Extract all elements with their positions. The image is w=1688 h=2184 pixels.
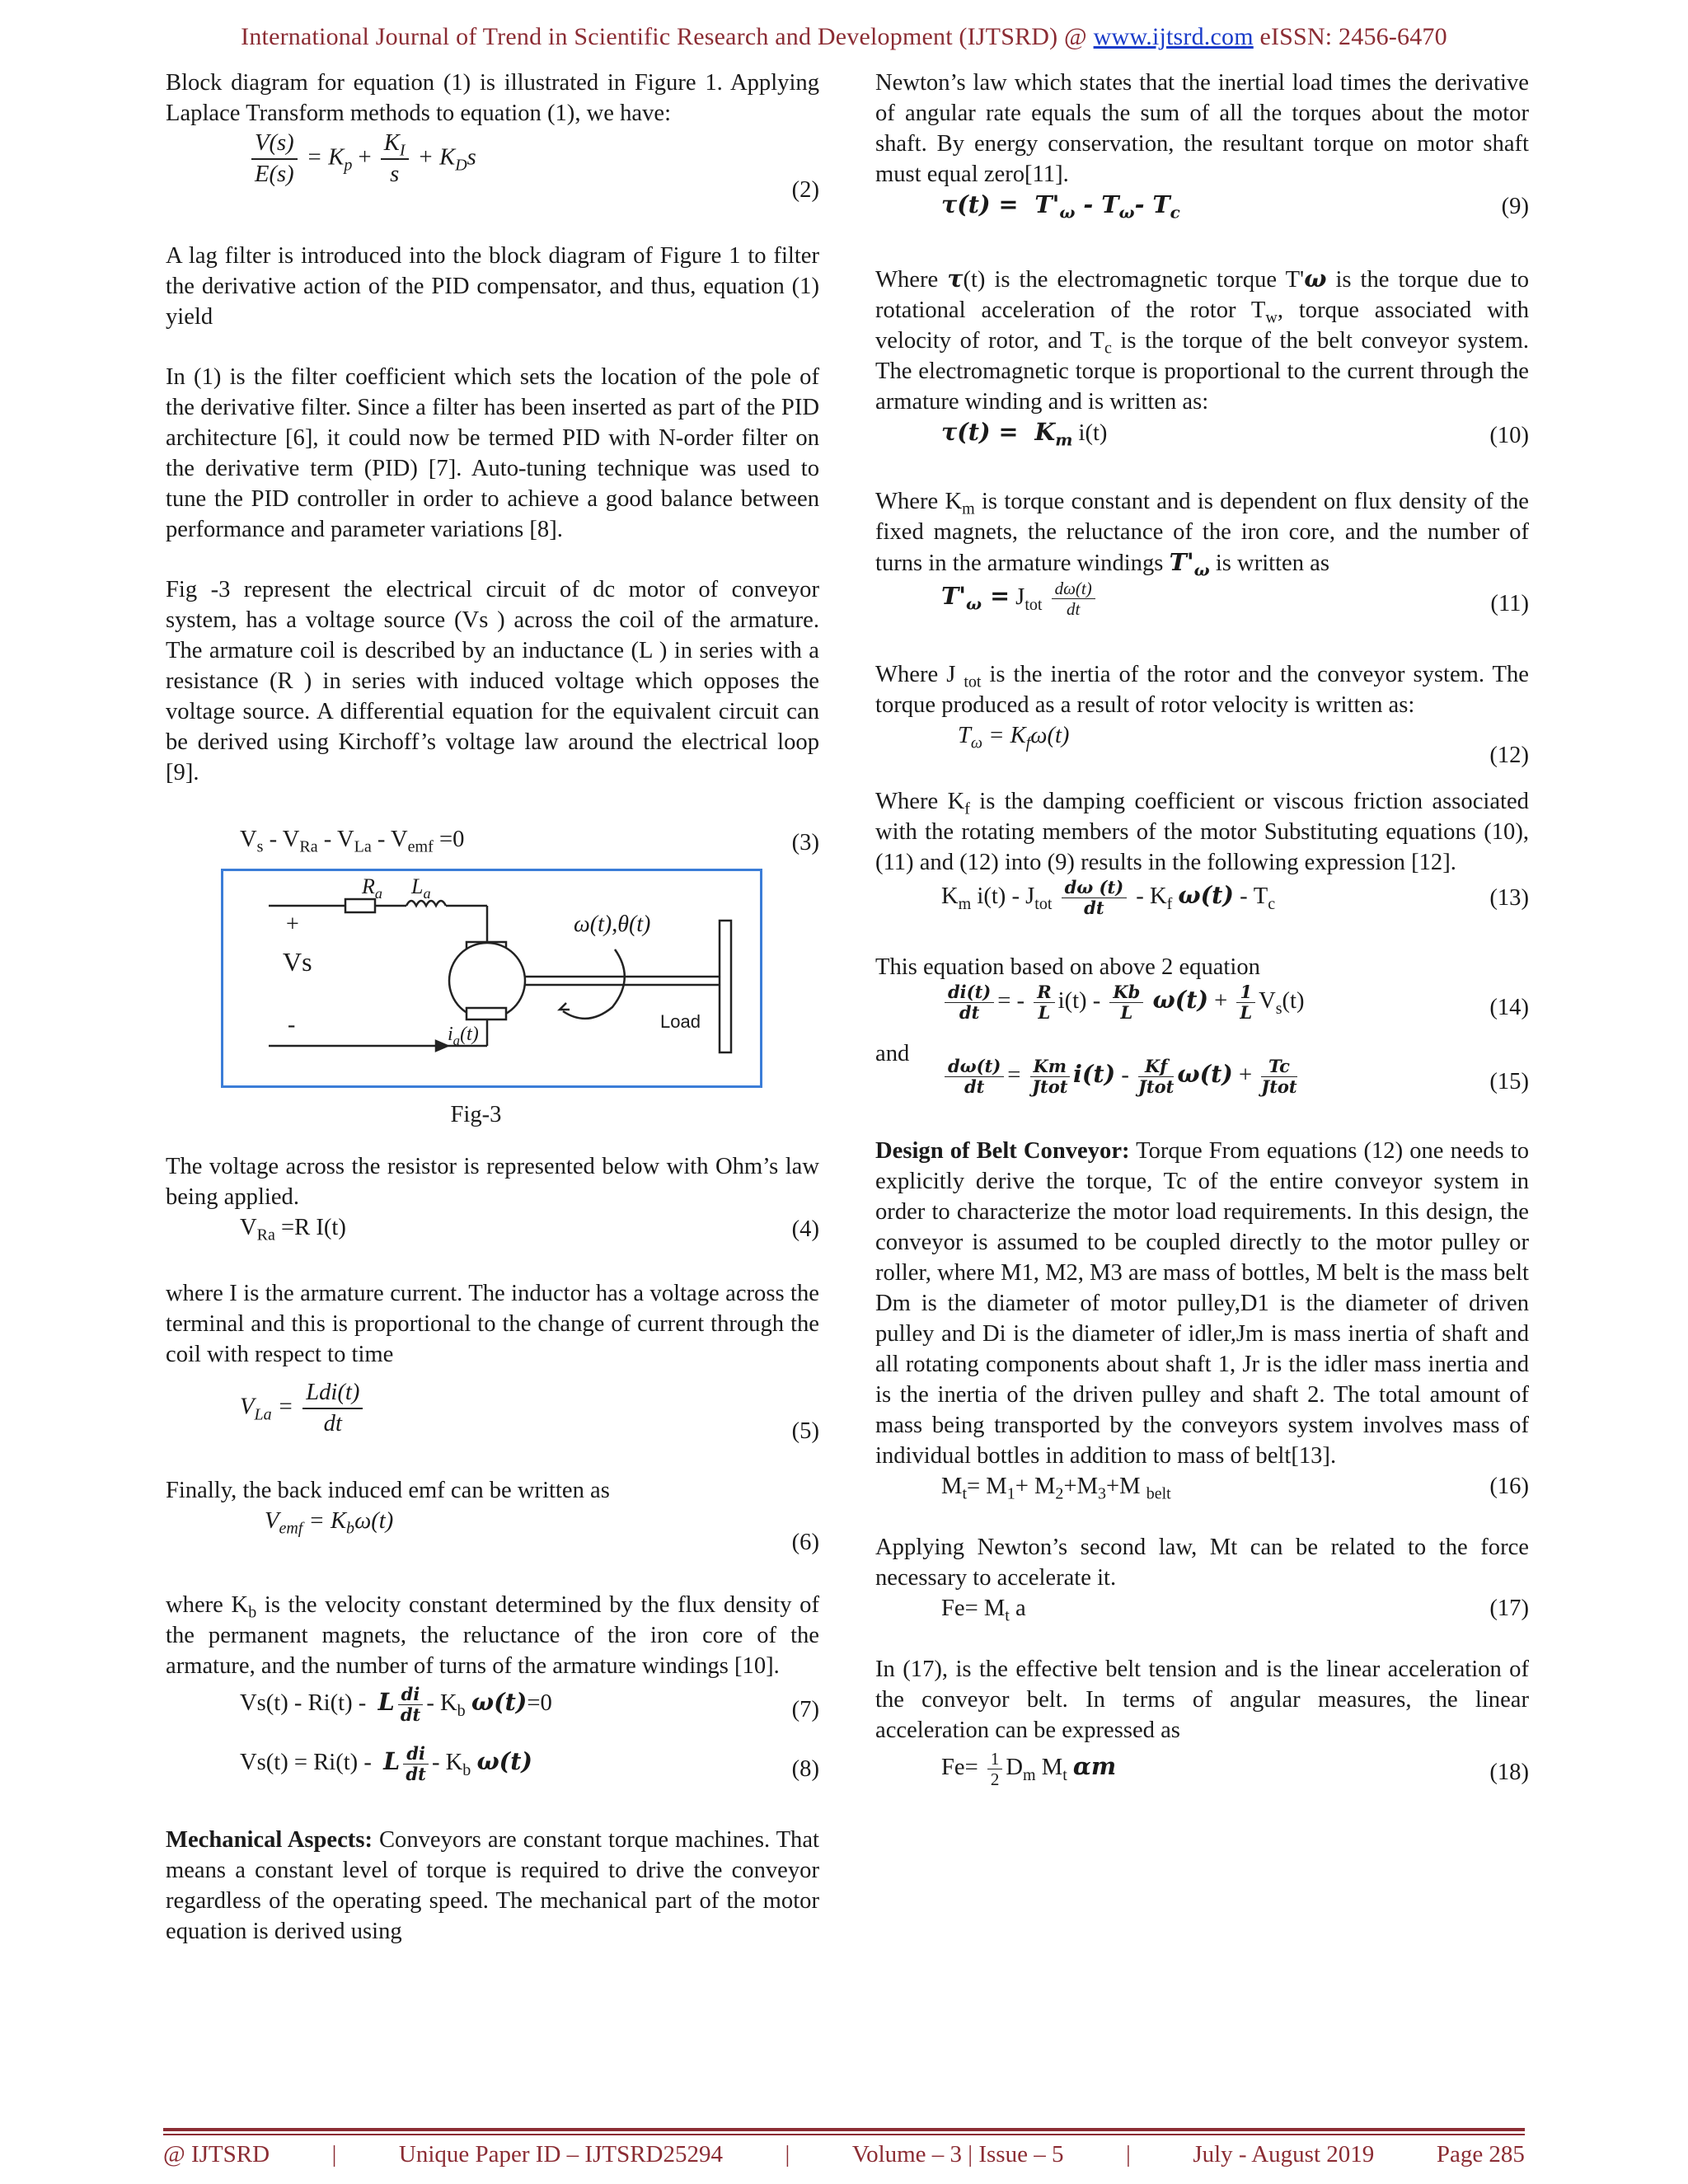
equation-11: $T'_\omega = J_{tot}$ $\frac{d\omega(t)}{dt}$ (11) xyxy=(941,579,1529,619)
paragraph-velocity-constant: where $K_b$ is the velocity constant determined by the flux density of the permanent magnets, the reluctance of the iron core of the armature, and the number of turns of the armature windings [10]. xyxy=(166,1592,819,1679)
footer-paper-id: Unique Paper ID – IJTSRD25294 xyxy=(398,2141,723,2168)
equation-number: (5) xyxy=(791,1418,819,1444)
paragraph-linear-acceleration: In (17), is the effective belt tension and is the linear acceleration of the conveyor belt. In terms of angular measures, the linear acceleration can be expressed as xyxy=(875,1657,1529,1743)
equation-number: (12) xyxy=(1489,743,1529,768)
equation-number: (11) xyxy=(1490,591,1529,616)
equation-17: $Fe= M_t$ a (17) xyxy=(875,1593,1529,1631)
angular-velocity-label: ω(t),θ(t) xyxy=(574,912,651,937)
footer-page: Page 285 xyxy=(1436,2141,1525,2168)
right-column xyxy=(875,68,1529,1800)
footer-sep: | xyxy=(331,2141,337,2168)
equation-number: (2) xyxy=(791,177,819,203)
equation-14: $\frac{di(t)}{dt}$ = - $\frac{R}{L}$ i(t) - $\frac{Kb}{L}$ ω(t) + $\frac{1}{L}$ $V_s(t)$ (14) xyxy=(875,982,1529,1038)
equation-number: (3) xyxy=(791,830,819,855)
paragraph-inductor-voltage: where I is the armature current. The inductor has a voltage across the terminal and this is proportional to the change of current through the coil with respect to time xyxy=(166,1281,819,1367)
left-column xyxy=(166,68,819,1947)
paragraph-mechanical-aspects: Mechanical Aspects: Conveyors are constant torque machines. That means a constant level of torque is required to drive the conveyor regardless of the operating speed. The mechanical part of the motor equation is derived using xyxy=(166,1827,819,1944)
equation-2: $\frac{V(s)}{E(s)}$ = $K_p$ + $\frac{K_I}{s}$ + $K_Ds$ (2) xyxy=(166,129,819,211)
equation-15: and $\frac{d\omega(t)}{dt}$ = $\frac{Km}{\text{Jtot}}$ i(t) - $\frac{Kf}{\text{Jtot}}$ ω(t) + $\frac{Tc}{\text{Jtot}}$ (15) xyxy=(875,1041,1529,1097)
resistor-label: $R_a$ xyxy=(362,874,382,902)
equation-16: $M_t= M_1+ M_2+M_3+M$ $_{belt}$ (16) xyxy=(875,1471,1529,1509)
equation-18: Fe= $\frac{1}{2}$ $D_m$ $M_t$ αm (18) xyxy=(941,1749,1529,1789)
equation-number: (14) xyxy=(1489,995,1529,1020)
running-header xyxy=(0,23,1688,51)
paragraph-newtons-law: Newton’s law which states that the inertial load times the derivative of angular rate equals the sum of all the torques about the motor shaft. By energy conservation, the resultant torque on motor shaft must equal zero[11]. xyxy=(875,70,1529,187)
equation-5: $V_{La}$ = $\frac{\text{Ldi(t)}}{dt}$ (5) xyxy=(166,1370,819,1452)
equation-12: $T_\omega = K_f\omega(t)$ (12) xyxy=(875,720,1529,780)
journal-url-link[interactable]: www.ijtsrd.com xyxy=(1093,23,1254,50)
equation-number: (9) xyxy=(1501,194,1529,219)
paragraph-resistor-voltage: The voltage across the resistor is represented below with Ohm’s law being applied. xyxy=(166,1154,819,1210)
equation-number: (7) xyxy=(791,1697,819,1722)
equation-number: (4) xyxy=(791,1216,819,1242)
paragraph-lag-filter: A lag filter is introduced into the block diagram of Figure 1 to filter the derivative action of the PID compensator, and thus, equation (1) yield xyxy=(166,243,819,330)
figure-dc-motor-circuit xyxy=(221,869,762,1088)
paragraph-newtons-second-law: Applying Newton’s second law, Mt can be related to the force necessary to accelerate it. xyxy=(875,1535,1529,1591)
equation-number: (6) xyxy=(791,1530,819,1555)
armature-current-label: $i_a(t)$ xyxy=(448,1024,479,1048)
equation-7: Vs(t) - Ri(t) - L $\frac{di}{dt}$ - $K_b$ ω(t)=0 (7) xyxy=(240,1684,819,1725)
footer-volume: Volume – 3 | Issue – 5 xyxy=(851,2141,1064,2168)
paragraph-electrical-circuit: Fig -3 represent the electrical circuit of dc motor of conveyor system, has a voltage source (Vs ) across the coil of the armature. The armature coil is described by an inductance (L ) in series with a resistance (R ) in series with induced voltage which opposes the voltage source. A differential equation for the equivalent circuit can be derived using Kirchoff’s voltage law around the electrical loop [9]. xyxy=(166,577,819,785)
load-label: Load xyxy=(660,1011,701,1032)
footer-sep: | xyxy=(785,2141,790,2168)
paragraph-belt-conveyor-design: Design of Belt Conveyor: Torque From equations (12) one needs to explicitly derive the torque, Tc of the entire conveyor system in order to characterize the motor load requirements. In this design, the conveyor is assumed to be coupled directly to the motor pulley or roller, where M1, M2, M3 are mass of bottles, M belt is the mass belt Dm is the diameter of motor pulley,D1 is the diameter of driven pulley and Di is the diameter of idler,Jm is mass inertia of shaft and all rotating components about shaft 1, Jr is the idler mass inertia and is the inertia of the driven pulley and shaft 2. The total amount of mass being transported by the conveyors system involves mass of individual bottles in addition to mass of belt[13]. xyxy=(875,1138,1530,1469)
equation-number: (8) xyxy=(791,1756,819,1782)
minus-terminal: - xyxy=(288,1012,296,1038)
equation-10: $\tau(t) = K_m$ i(t) (10) xyxy=(941,418,1529,450)
equation-13: $K_m$ $i(t) - J_{tot}$ $\frac{d\omega (t)}{dt}$ - $K_f$ $\omega(t) - T_c$ (13) xyxy=(941,877,1529,918)
paragraph-inertia: Where J $_{tot}$ is the inertia of the rotor and the conveyor system. The torque produced as a result of rotor velocity is written as: xyxy=(875,662,1529,718)
footer-sep: | xyxy=(1126,2141,1131,2168)
equation-number: (18) xyxy=(1489,1760,1529,1785)
footer-date: July - August 2019 xyxy=(1193,2141,1375,2168)
paragraph-filter-coefficient: In (1) is the filter coefficient which sets the location of the pole of the derivative filter. Since a filter has been inserted as part of the PID architecture [6], it could now be termed PID with N-order filter on the derivative term (PID) [7]. Auto-tuning technique was used to tune the PID controller in order to achieve a good balance between performance and parameter variations [8]. xyxy=(166,364,819,542)
footer-rule-thin xyxy=(163,2134,1525,2135)
equation-4: $V_{Ra} =R$ I(t) (4) xyxy=(240,1215,819,1244)
equation-9: $\tau(t) = T'_\omega - T_\omega-$ $T_c$ (9) xyxy=(941,190,1529,223)
equation-3: $V_s - V_{Ra} - V_{La} - V_{emf} =0$ (3) xyxy=(166,818,819,862)
footer-site: @ IJTSRD xyxy=(163,2141,270,2168)
figure-caption: Fig-3 xyxy=(450,1102,502,1127)
journal-name: International Journal of Trend in Scientific Research and Development (IJTSRD) @ xyxy=(241,23,1094,50)
paragraph-equation-basis: This equation based on above 2 equation xyxy=(875,954,1260,980)
equation-8: Vs(t) = Ri(t) - L $\frac{di}{dt}$ - $K_b$ ω(t) (8) xyxy=(240,1743,819,1784)
voltage-source-label: Vs xyxy=(283,947,312,977)
circuit-diagram xyxy=(223,871,760,1085)
equation-number: (15) xyxy=(1489,1069,1529,1094)
equation-number: (13) xyxy=(1489,885,1529,911)
paragraph-electromagnetic-torque: Where τ(t) is the electromagnetic torque T'ω is the torque due to rotational acceleration of the rotor $T_w$, torque associated with velocity of rotor, and $T_c$ is the torque of the belt conveyor system. The electromagnetic torque is proportional to the current through the armature winding and is written as: xyxy=(875,265,1530,415)
equation-number: (17) xyxy=(1489,1596,1529,1621)
plus-terminal: + xyxy=(286,912,299,937)
paragraph-back-emf: Finally, the back induced emf can be written as xyxy=(166,1478,610,1503)
paragraph-block-diagram: Block diagram for equation (1) is illustrated in Figure 1. Applying Laplace Transform methods to equation (1), we have: xyxy=(166,70,819,126)
equation-number: (16) xyxy=(1489,1474,1529,1499)
journal-issn: eISSN: 2456-6470 xyxy=(1253,23,1447,50)
paragraph-torque-constant: Where $K_m$ is torque constant and is dependent on flux density of the fixed magnets, the reluctance of the iron core, and the number of turns in the armature windings $T'_\omega$ is written as xyxy=(875,489,1529,580)
running-footer xyxy=(163,2141,1525,2168)
equation-6: $V_{emf} = K_b\omega(t)$ (6) xyxy=(166,1506,819,1565)
footer-rule xyxy=(163,2128,1525,2131)
equation-number: (10) xyxy=(1489,423,1529,448)
inductor-label: $L_a$ xyxy=(411,874,431,902)
paragraph-damping: Where $K_f$ is the damping coefficient or viscous friction associated with the rotating members of the motor Substituting equations (10), (11) and (12) into (9) results in the following expression [12]. xyxy=(875,789,1529,875)
